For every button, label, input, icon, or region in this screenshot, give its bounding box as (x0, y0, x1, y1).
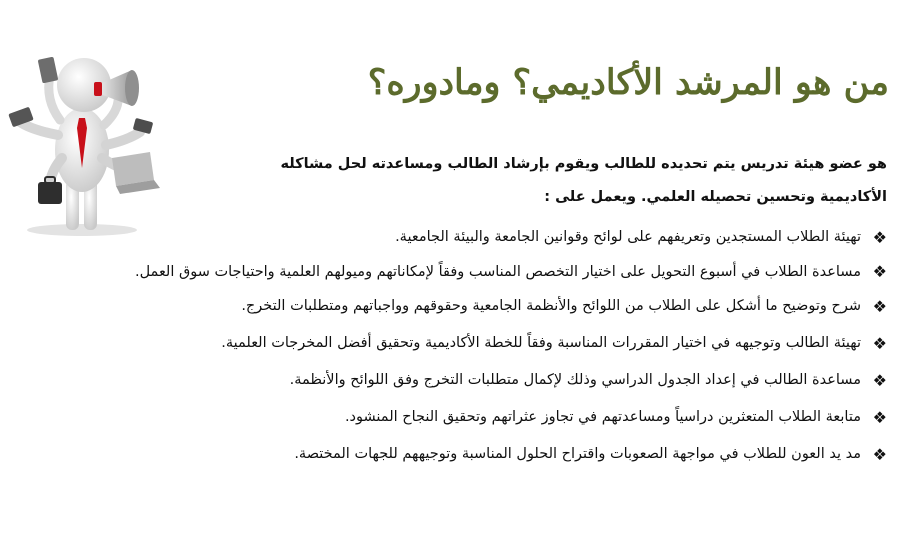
list-item (21, 369, 887, 392)
multitasking-figure-icon (0, 40, 170, 240)
list-item-text: تهيئة الطالب وتوجيهه في اختيار المقررات المناسبة وفقاً للخطة الأكاديمية وتحقيق أفضل المخرجات العلمية. (221, 335, 861, 351)
page-title: من هو المرشد الأكاديمي؟ ومادوره؟ (367, 62, 889, 103)
diamond-bullet-icon: ❖ (872, 228, 887, 247)
intro-line: هو عضو هيئة تدريس يتم تحديده للطالب ويقوم بإرشاد الطالب ومساعدته لحل مشاكله (280, 156, 887, 172)
diamond-bullet-icon: ❖ (872, 297, 887, 316)
list-item (21, 261, 887, 283)
list-item (21, 406, 887, 429)
diamond-bullet-icon: ❖ (872, 445, 887, 464)
list-item-text: متابعة الطلاب المتعثرين دراسياً ومساعدتهم في تجاوز عثراتهم وتحقيق النجاح المنشود. (344, 409, 861, 425)
list-item-text: مساعدة الطالب في إعداد الجدول الدراسي وذلك لإكمال متطلبات التخرج وفق اللوائح والأنظمة. (289, 372, 861, 388)
responsibilities-list (21, 226, 887, 466)
list-item-text: تهيئة الطلاب المستجدين وتعريفهم على لوائح وقوانين الجامعة والبيئة الجامعية. (395, 229, 861, 245)
list-item-text: شرح وتوضيح ما أشكل على الطلاب من اللوائح والأنظمة الجامعية وحقوقهم وواجباتهم ومتطلبات التخرج. (241, 298, 861, 314)
list-item (21, 332, 887, 355)
diamond-bullet-icon: ❖ (872, 371, 887, 390)
list-item-text: مد يد العون للطلاب في مواجهة الصعوبات واقتراح الحلول المناسبة وتوجيههم للجهات المختصة. (294, 446, 861, 462)
list-item (21, 443, 887, 466)
list-item (21, 295, 887, 318)
diamond-bullet-icon: ❖ (872, 262, 887, 281)
diamond-bullet-icon: ❖ (872, 408, 887, 427)
list-item (21, 226, 887, 249)
intro-line: الأكاديمية وتحسين تحصيله العلمي. ويعمل على : (544, 189, 887, 205)
diamond-bullet-icon: ❖ (872, 334, 887, 353)
intro-paragraph (267, 148, 887, 214)
list-item-text: مساعدة الطلاب في أسبوع التحويل على اختيار التخصص المناسب وفقاً لإمكاناتهم وميولهم العلمية واحتياجات سوق العمل. (134, 264, 861, 280)
